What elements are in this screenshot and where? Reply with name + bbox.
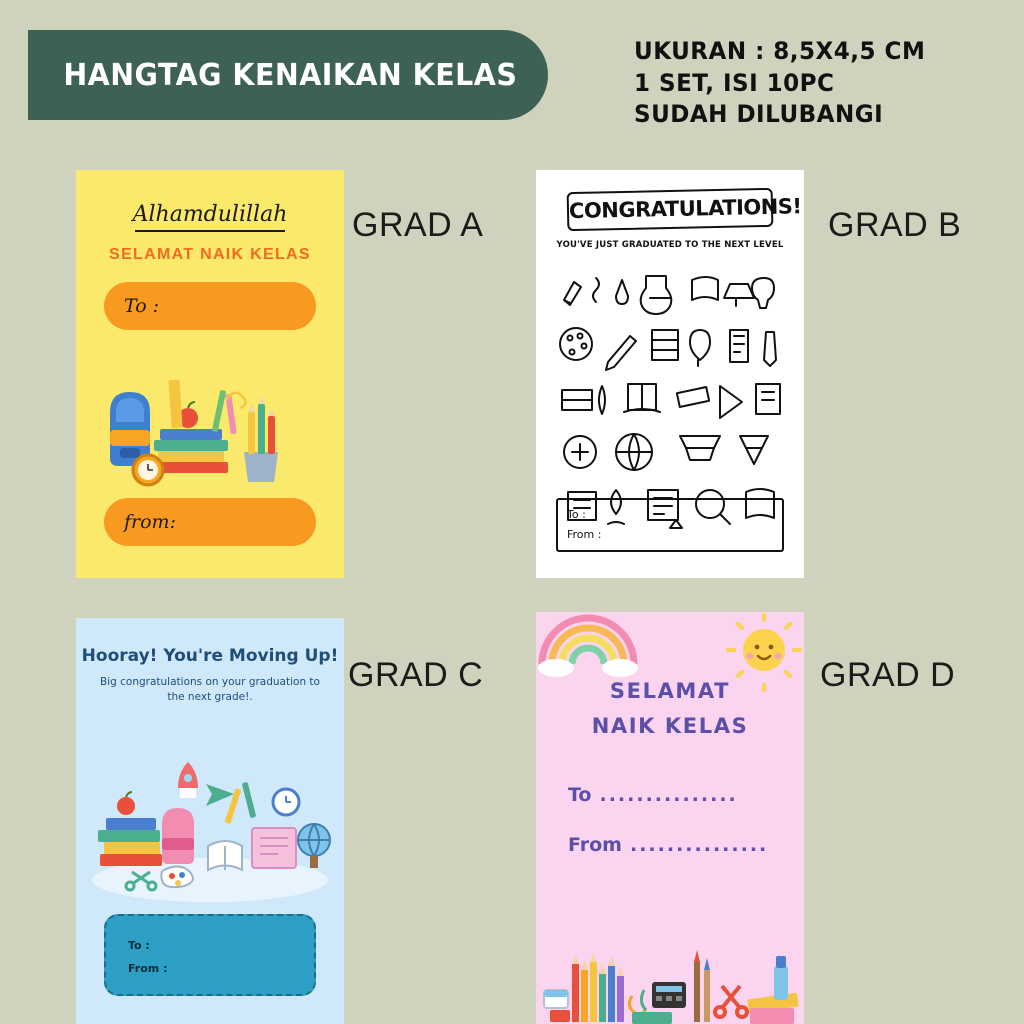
card-d-from-dots: ............... <box>630 834 769 856</box>
card-a-from-label: from: <box>124 511 176 533</box>
card-d-headline-line2: NAIK KELAS <box>591 713 749 738</box>
card-d-from-row <box>568 834 780 856</box>
card-grad-c <box>76 618 344 1024</box>
product-spec-block <box>634 36 938 131</box>
stationery-border-illustration <box>536 904 804 1024</box>
card-d-to-dots: ............... <box>599 784 738 806</box>
card-d-recipient-fields <box>568 784 780 884</box>
card-b-to-label: To : <box>567 508 586 521</box>
card-d-to-label: To <box>568 784 592 806</box>
card-a-to-label: To : <box>124 295 160 317</box>
page-title: HANGTAG KENAIKAN KELAS <box>63 57 518 93</box>
card-c-from-label: From : <box>128 962 168 976</box>
card-c-subheadline: Big congratulations on your graduation to the next grade!. <box>100 676 320 704</box>
label-grad-d: GRAD D <box>820 656 956 694</box>
spec-line-size: UKURAN : 8,5X4,5 CM <box>634 37 926 65</box>
card-a-script-text: Alhamdulillah <box>132 202 288 227</box>
card-grad-b <box>536 170 804 578</box>
card-c-headline: Hooray! You're Moving Up! <box>81 646 339 666</box>
card-a-headline: SELAMAT NAIK KELAS <box>109 246 311 263</box>
card-c-to-label: To : <box>128 939 150 952</box>
card-b-from-label: From : <box>567 528 602 542</box>
title-banner <box>28 30 548 120</box>
card-grad-d <box>536 612 804 1024</box>
card-b-recipient-box <box>556 498 784 552</box>
card-d-from-label: From <box>568 834 622 856</box>
card-d-headline-line1: SELAMAT <box>609 679 731 703</box>
spec-line-quantity: 1 SET, ISI 10PC <box>634 68 835 97</box>
label-grad-a: GRAD A <box>352 206 484 244</box>
card-a-script-heading <box>76 202 344 232</box>
card-d-to-row <box>568 784 780 806</box>
card-a-to-field <box>104 282 316 330</box>
card-a-from-field-wrap <box>104 498 316 546</box>
school-supplies-illustration <box>76 366 344 494</box>
card-a-from-field <box>104 498 316 546</box>
card-c-recipient-box <box>104 914 316 996</box>
rainbow-sun-decoration <box>536 612 804 712</box>
card-grad-a <box>76 170 344 578</box>
spec-line-punched: SUDAH DILUBANGI <box>634 100 884 129</box>
card-b-headline: CONGRATULATIONS! <box>567 188 774 231</box>
label-grad-c: GRAD C <box>348 656 484 694</box>
study-desk-illustration <box>80 728 340 908</box>
label-grad-b: GRAD B <box>828 206 962 244</box>
card-b-subheadline: YOU'VE JUST GRADUATED TO THE NEXT LEVEL <box>556 240 784 250</box>
script-underline <box>135 230 285 232</box>
